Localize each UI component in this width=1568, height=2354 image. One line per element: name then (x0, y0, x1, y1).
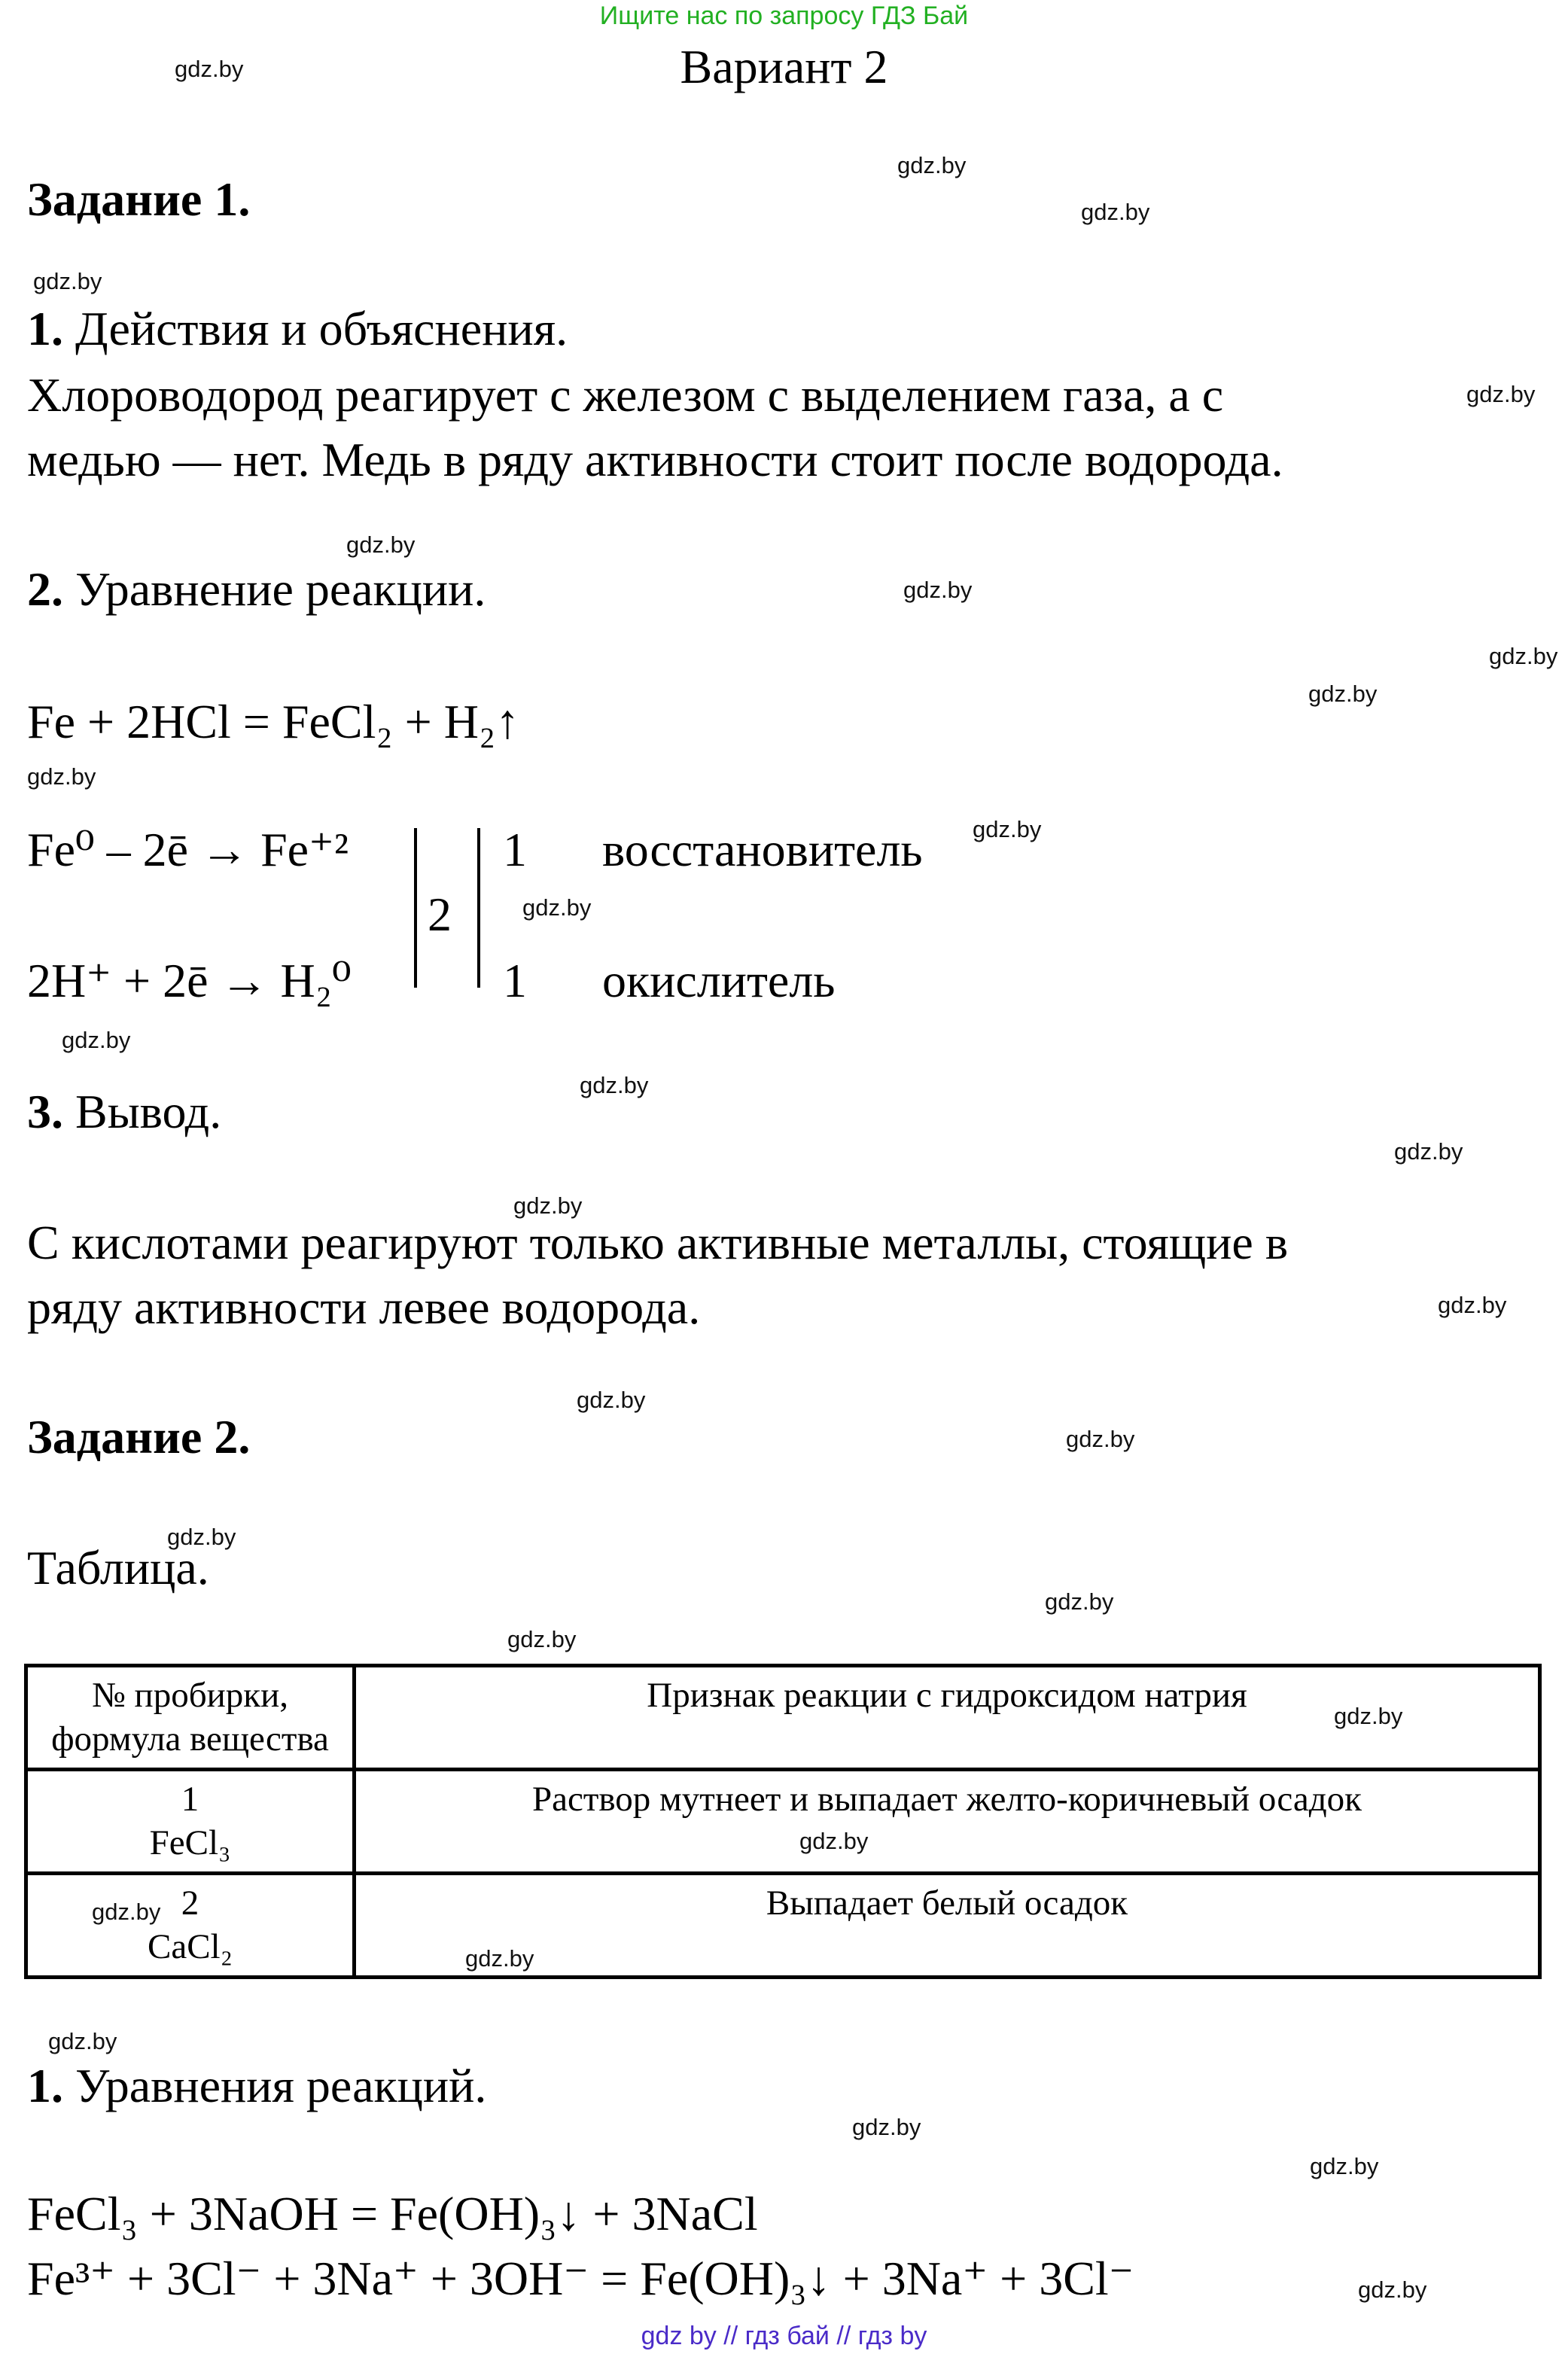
table-cell: Раствор мутнеет и выпадает желто-коричневый осадок (355, 1770, 1540, 1874)
footer-links[interactable]: gdz by // гдз бай // гдз by (641, 2322, 927, 2350)
tube-number: 2 (181, 1884, 199, 1923)
oxidation-coefficient: 1 (503, 823, 527, 876)
watermark: gdz.by (62, 1027, 131, 1053)
table-cell (26, 1874, 355, 1978)
watermark: gdz.by (799, 1828, 869, 1854)
tube-number: 1 (181, 1780, 199, 1819)
balance-divider (414, 828, 417, 988)
watermark: gdz.by (167, 1524, 236, 1550)
ionic-equation: Fe³⁺ + 3Cl⁻ + 3Na⁺ + 3OH⁻ = Fe(OH)₃↓ + 3Na⁺ + 3Cl⁻ (27, 2252, 1134, 2305)
molecular-equation: FeCl₃ + 3NaOH = Fe(OH)₃↓ + 3NaCl (27, 2187, 758, 2240)
watermark: gdz.by (1308, 681, 1378, 707)
watermark: gdz.by (522, 894, 592, 921)
conclusion-line: ряду активности левее водорода. (27, 1281, 701, 1334)
watermark: gdz.by (903, 577, 973, 603)
step-number: 1. (27, 2059, 63, 2112)
watermark: gdz.by (1066, 1426, 1135, 1452)
step-label: Вывод. (75, 1085, 222, 1138)
reduction-half-reaction: 2H⁺ + 2ē → H₂⁰ (27, 954, 352, 1007)
reduction-coefficient: 1 (503, 954, 527, 1007)
conclusion-line: С кислотами реагируют только активные металлы, стоящие в (27, 1216, 1289, 1269)
search-hint-banner[interactable]: Ищите нас по запросу ГДЗ Бай (599, 2, 969, 30)
reaction-equation: Fe + 2HCl = FeCl₂ + H₂↑ (27, 695, 520, 748)
reducer-label: восстановитель (602, 823, 923, 876)
watermark: gdz.by (346, 531, 416, 558)
table-header-cell: № пробирки, формула вещества (26, 1666, 355, 1770)
watermark: gdz.by (1310, 2153, 1379, 2179)
substance-formula: FeCl₃ (149, 1823, 231, 1862)
balance-divider (477, 828, 480, 988)
watermark: gdz.by (33, 268, 102, 294)
table-cell (26, 1770, 355, 1874)
watermark: gdz.by (1045, 1588, 1114, 1615)
watermark: gdz.by (1466, 381, 1536, 407)
task1-paragraph-line: Хлороводород реагирует с железом с выделением газа, а с (27, 368, 1224, 422)
watermark: gdz.by (1438, 1292, 1507, 1318)
step-number: 3. (27, 1085, 63, 1138)
watermark: gdz.by (580, 1072, 649, 1098)
task2-step1 (27, 2054, 486, 2118)
watermark: gdz.by (577, 1387, 646, 1413)
watermark: gdz.by (1334, 1703, 1403, 1729)
watermark: gdz.by (92, 1899, 161, 1925)
task2-heading: Задание 2. (27, 1410, 251, 1463)
step-label: Уравнение реакции. (75, 562, 486, 616)
oxidizer-label: окислитель (602, 954, 836, 1007)
oxidation-half-reaction: Fe⁰ – 2ē → Fe⁺² (27, 823, 349, 876)
watermark: gdz.by (507, 1626, 577, 1652)
watermark: gdz.by (1489, 643, 1558, 669)
substance-formula: CaCl₂ (147, 1927, 233, 1966)
table-header-cell: Признак реакции с гидроксидом натрия (355, 1666, 1540, 1770)
task1-step2 (27, 557, 486, 622)
watermark: gdz.by (1081, 199, 1150, 225)
table-row (26, 1874, 1540, 1978)
task1-step1 (27, 297, 568, 361)
results-table (24, 1664, 1542, 1979)
watermark: gdz.by (897, 152, 967, 178)
step-label: Действия и объяснения. (75, 302, 568, 355)
task1-heading: Задание 1. (27, 172, 251, 226)
table-caption: Таблица. (27, 1541, 209, 1594)
page-title: Вариант 2 (680, 40, 888, 93)
watermark: gdz.by (465, 1945, 534, 1972)
watermark: gdz.by (852, 2114, 921, 2140)
table-header-row (26, 1666, 1540, 1770)
watermark: gdz.by (513, 1192, 583, 1219)
watermark: gdz.by (48, 2028, 117, 2054)
task1-step3 (27, 1080, 221, 1144)
watermark: gdz.by (1394, 1138, 1463, 1165)
watermark: gdz.by (27, 763, 96, 790)
step-label: Уравнения реакций. (75, 2059, 487, 2112)
watermark: gdz.by (1358, 2276, 1427, 2303)
table-row (26, 1770, 1540, 1874)
watermark: gdz.by (973, 816, 1042, 842)
step-number: 1. (27, 302, 63, 355)
task1-paragraph-line: медью — нет. Медь в ряду активности стоит после водорода. (27, 433, 1283, 486)
step-number: 2. (27, 562, 63, 616)
table-cell: Выпадает белый осадок (355, 1874, 1540, 1978)
watermark: gdz.by (175, 56, 244, 82)
balance-lcm: 2 (428, 888, 452, 941)
